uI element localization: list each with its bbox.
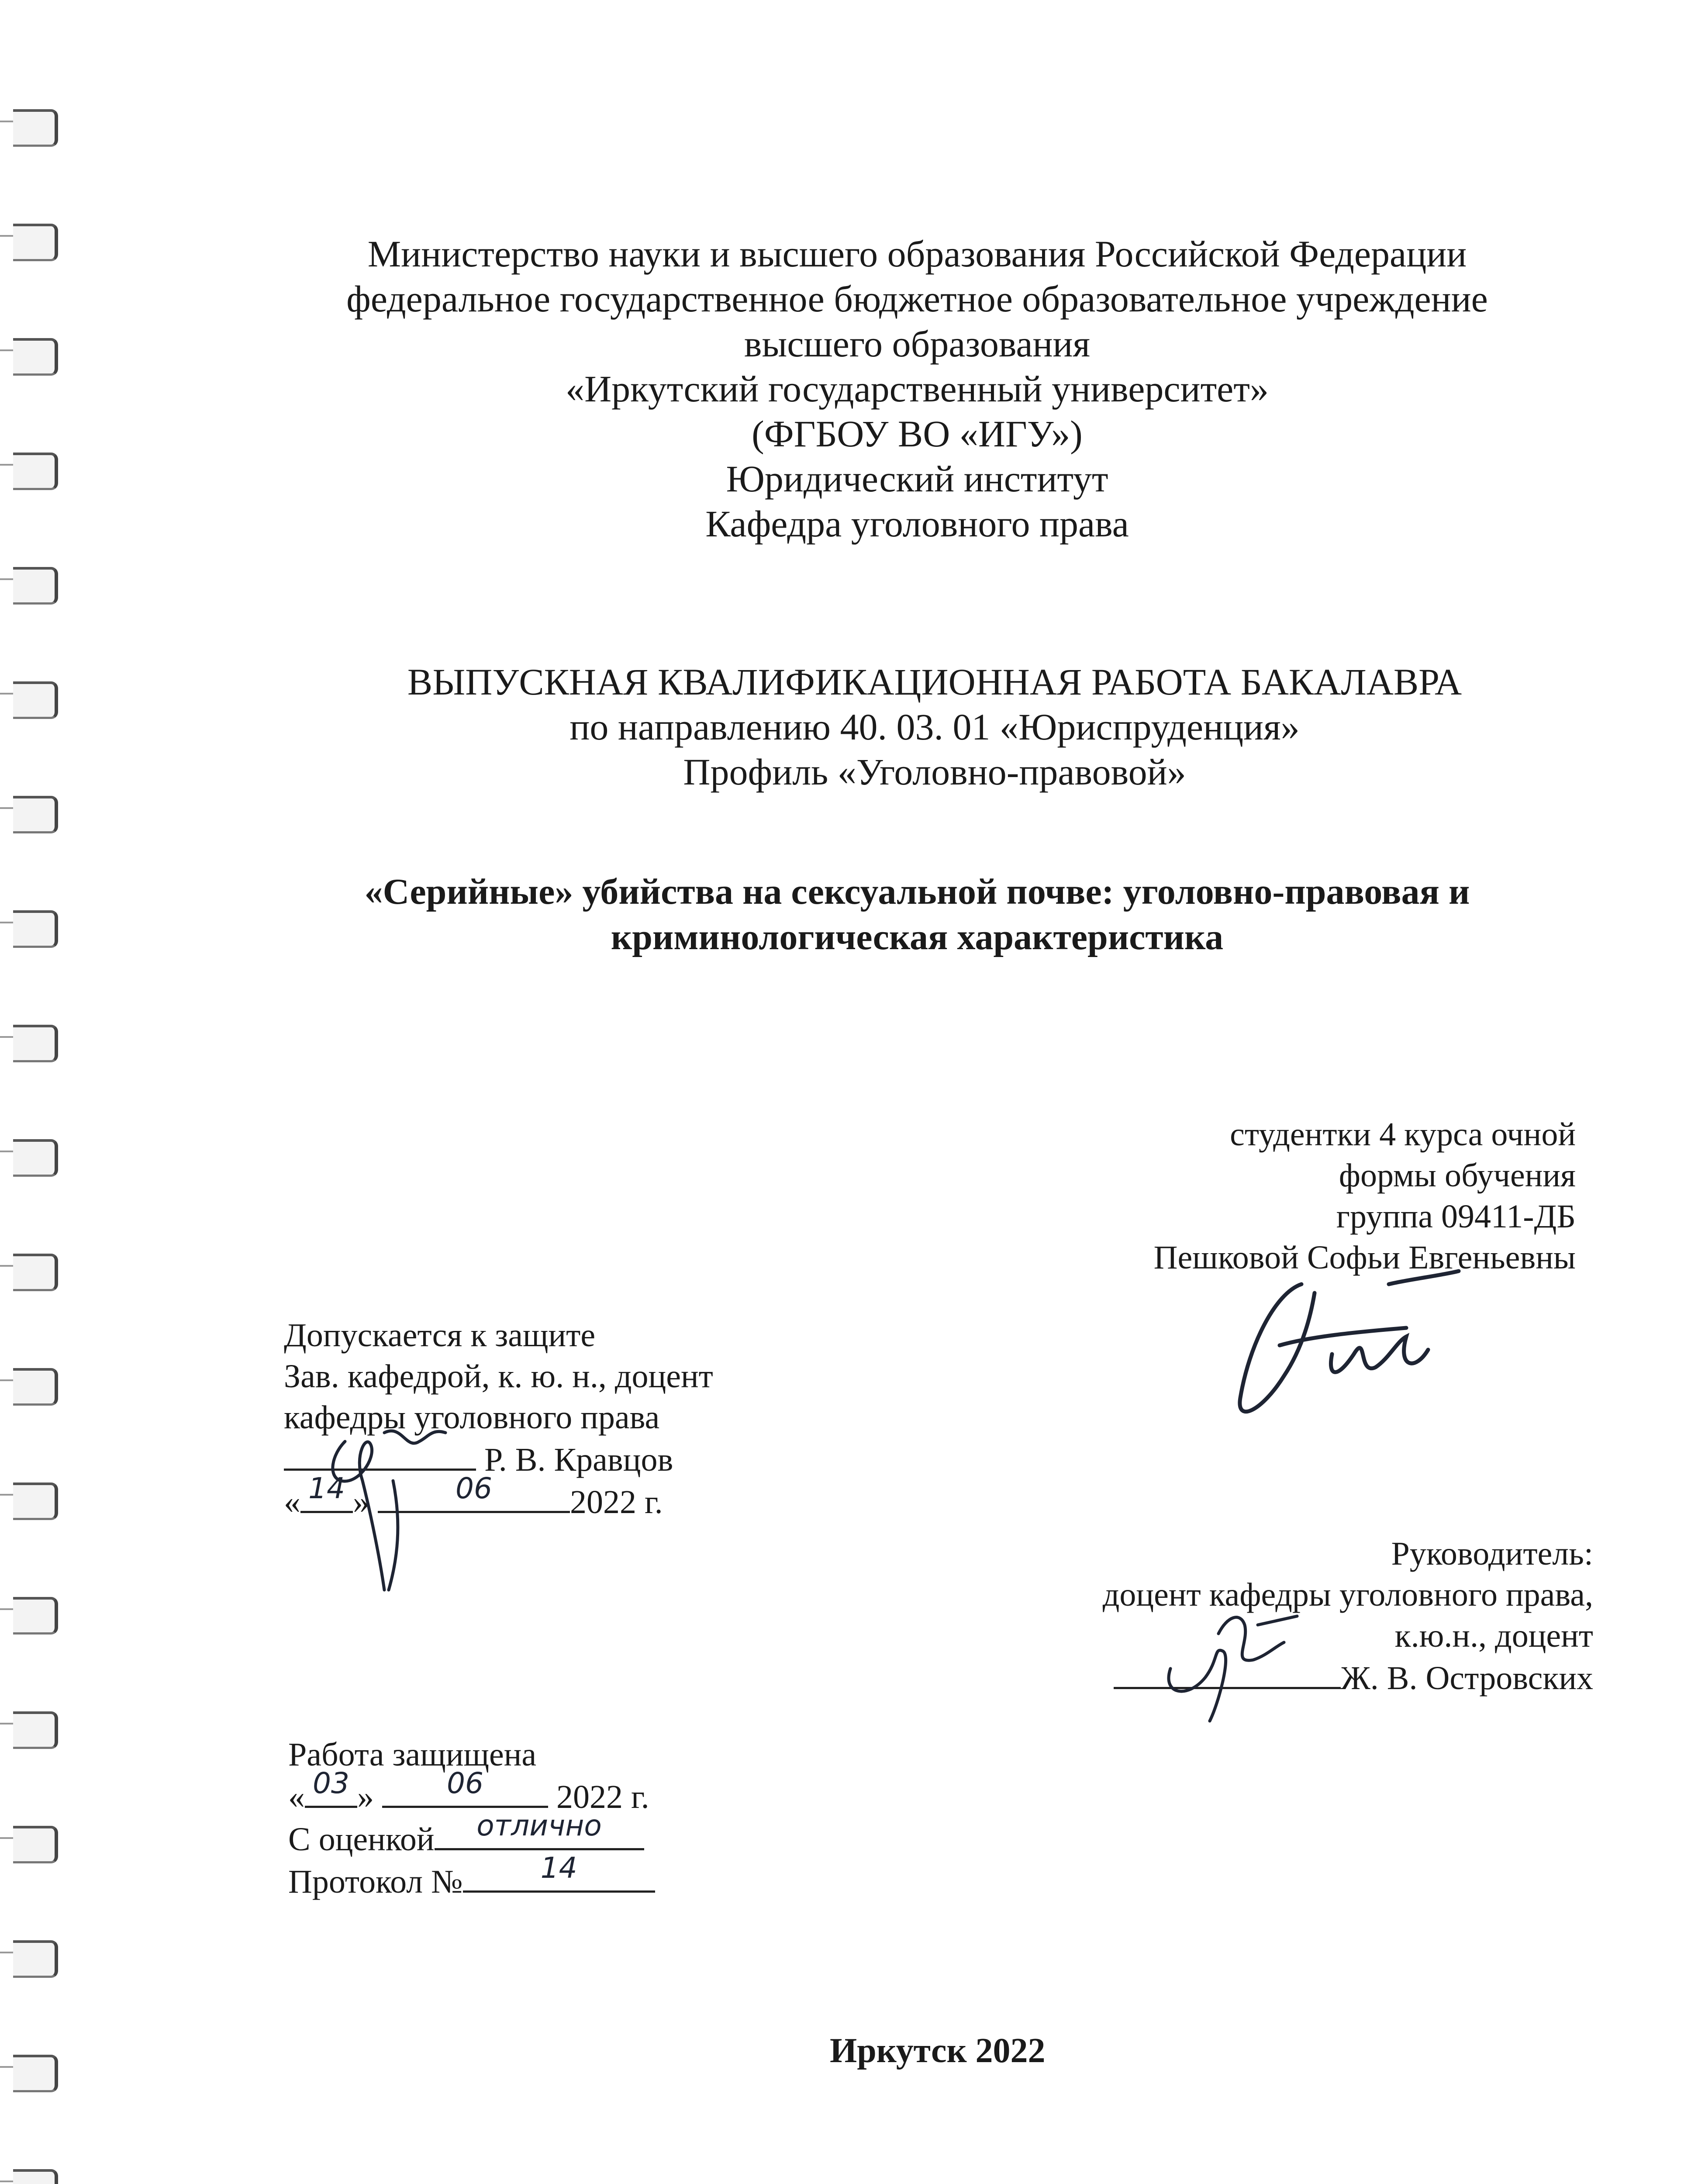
binding-ring <box>13 2055 58 2092</box>
work-type: ВЫПУСКНАЯ КВАЛИФИКАЦИОННАЯ РАБОТА БАКАЛАВРА <box>407 661 1462 703</box>
protocol-line <box>288 1851 655 1902</box>
work-direction: по направлению 40. 03. 01 «Юриспруденция» <box>569 706 1300 748</box>
date-close-quote: » <box>353 1484 369 1521</box>
binding-ring <box>13 1711 58 1749</box>
defense-month: 06 <box>447 1766 483 1800</box>
approval-day: 14 <box>308 1472 345 1505</box>
approval-department: кафедры уголовного права <box>284 1399 660 1436</box>
defense-title: Работа защищена <box>288 1736 537 1773</box>
defense-block <box>288 1734 655 1902</box>
binding-ring <box>13 453 58 490</box>
protocol-value: 14 <box>540 1851 577 1885</box>
supervisor-degree: к.ю.н., доцент <box>1394 1617 1593 1654</box>
supervisor-signature <box>1153 1599 1319 1730</box>
binding-ring <box>13 2169 58 2184</box>
student-group: группа 09411-ДБ <box>1336 1198 1576 1235</box>
binding-ring <box>13 910 58 948</box>
defense-day-blank <box>305 1766 357 1808</box>
binding-ring <box>13 1025 58 1062</box>
supervisor-title: Руководитель: <box>1391 1535 1593 1572</box>
education-level-line: высшего образования <box>744 323 1091 365</box>
approval-month: 06 <box>456 1472 492 1505</box>
institution-type-line: федеральное государственное бюджетное образовательное учреждение <box>346 278 1488 320</box>
head-signature <box>306 1415 489 1599</box>
work-info <box>262 660 1607 795</box>
university-abbr: (ФГБОУ ВО «ИГУ») <box>752 413 1083 455</box>
student-study-form: формы обучения <box>1339 1157 1576 1194</box>
head-name: Р. В. Кравцов <box>484 1441 673 1478</box>
binding-ring <box>13 338 58 376</box>
student-course: студентки 4 курса очной <box>1230 1116 1576 1153</box>
binding-ring <box>13 681 58 719</box>
grade-label: С оценкой <box>288 1821 435 1858</box>
approval-year: 2022 г. <box>570 1484 663 1521</box>
thesis-title-line-1: «Серийные» убийства на сексуальной почве: уголовно-правовая и <box>364 871 1470 912</box>
date-close-quote: » <box>357 1779 374 1815</box>
thesis-title-line-2: криминологическая характеристика <box>611 917 1224 957</box>
binding-ring <box>13 796 58 833</box>
grade-blank <box>435 1809 644 1850</box>
student-name: Пешковой Софьи Евгеньевны <box>1153 1239 1576 1276</box>
binding-ring <box>13 567 58 605</box>
binding-ring <box>13 1826 58 1863</box>
protocol-label: Протокол № <box>288 1863 463 1900</box>
defense-day: 03 <box>313 1766 349 1800</box>
student-signature <box>1223 1267 1467 1433</box>
binding-ring <box>13 1254 58 1291</box>
defense-year: 2022 г. <box>556 1779 649 1815</box>
work-profile: Профиль «Уголовно-правовой» <box>683 751 1186 793</box>
supervisor-name: Ж. В. Островских <box>1340 1660 1593 1697</box>
binding-ring <box>13 109 58 147</box>
approval-title: Допускается к защите <box>284 1317 596 1354</box>
binding-ring <box>13 1368 58 1406</box>
approval-position: Зав. кафедрой, к. ю. н., доцент <box>284 1358 713 1395</box>
binding-ring <box>13 224 58 261</box>
ministry-line: Министерство науки и высшего образования Российской Федерации <box>367 233 1467 275</box>
grade-value: отлично <box>476 1809 602 1842</box>
date-open-quote: « <box>288 1779 305 1815</box>
city-year: Иркутск 2022 <box>830 2032 1046 2070</box>
spiral-binding <box>0 0 96 2184</box>
student-block <box>1154 1114 1576 1278</box>
university-name: «Иркутский государственный университет» <box>566 368 1269 410</box>
institute-name: Юридический институт <box>726 458 1108 500</box>
thesis-title <box>262 869 1572 960</box>
binding-ring <box>13 1940 58 1978</box>
institution-header <box>262 232 1572 546</box>
binding-ring <box>13 1597 58 1635</box>
defense-month-blank <box>382 1766 548 1808</box>
protocol-blank <box>463 1851 655 1893</box>
binding-ring <box>13 1482 58 1520</box>
binding-ring <box>13 1139 58 1177</box>
department-name: Кафедра уголовного права <box>705 503 1129 545</box>
supervisor-position: доцент кафедры уголовного права, <box>1102 1576 1593 1613</box>
date-open-quote: « <box>284 1484 300 1521</box>
